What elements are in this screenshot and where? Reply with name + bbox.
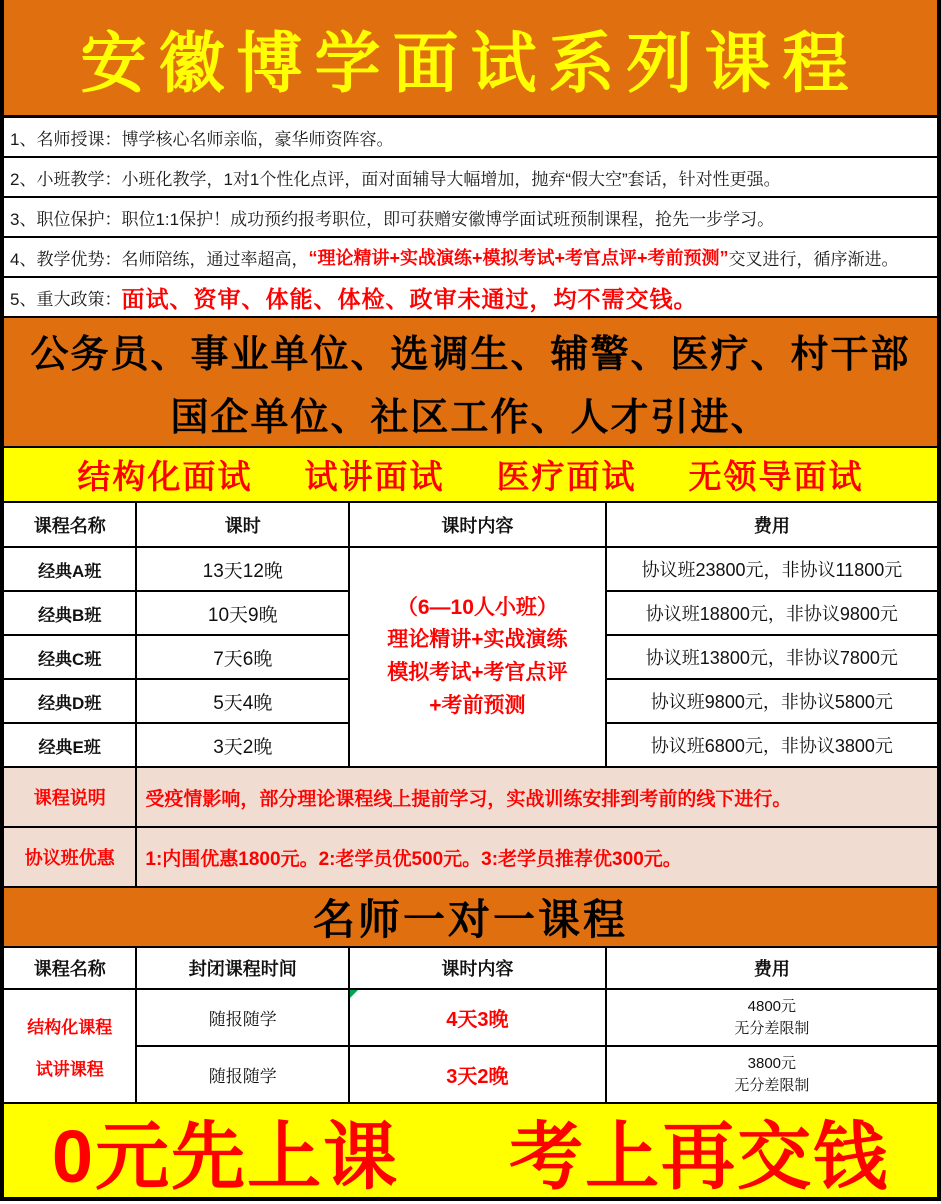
column-header: 封闭课程时间 xyxy=(137,948,350,990)
column-header: 课时内容 xyxy=(350,503,607,548)
course-fee: 协议班13800元，非协议7800元 xyxy=(607,636,937,680)
column-header: 课时内容 xyxy=(350,948,607,990)
footer-slogan-right: 考上再交钱 xyxy=(509,1114,890,1198)
course-name-cell xyxy=(4,990,137,1104)
course-name: 经典D班 xyxy=(4,680,137,724)
course-duration: 10天9晚 xyxy=(137,592,350,636)
audience-banner xyxy=(4,318,937,448)
note-label: 课程说明 xyxy=(4,768,137,828)
one-on-one-table xyxy=(4,948,937,1104)
course-duration: 13天12晚 xyxy=(137,548,350,592)
audience-line-2: 国企单位、社区工作、人才引进、 xyxy=(170,397,771,439)
content-line: 理论精讲+实战演练 xyxy=(387,628,568,652)
feature-item-5 xyxy=(4,278,937,318)
column-header: 费用 xyxy=(607,948,937,990)
title-banner xyxy=(4,0,937,118)
interview-type: 试讲面试 xyxy=(304,458,445,495)
duration-text: 3天2晚 xyxy=(446,1066,509,1088)
interview-type: 医疗面试 xyxy=(496,458,637,495)
fee-condition: 无分差限制 xyxy=(734,1019,810,1037)
course-fee-cell xyxy=(607,1047,937,1104)
cell-comment-marker-icon xyxy=(350,990,358,998)
footer-slogan-left: 0元先上课 xyxy=(51,1114,400,1198)
one-on-one-banner xyxy=(4,888,937,948)
duration-text: 4天3晚 xyxy=(446,1009,509,1031)
feature-item-1 xyxy=(4,118,937,158)
course-duration: 3天2晚 xyxy=(137,724,350,768)
course-name: 结构化课程 xyxy=(27,1017,113,1037)
content-line: （6—10人小班） xyxy=(396,595,558,619)
course-fee: 协议班6800元，非协议3800元 xyxy=(607,724,937,768)
note-content: 受疫情影响，部分理论课程线上提前学习，实战训练安排到考前的线下进行。 xyxy=(137,768,937,828)
course-duration xyxy=(350,990,607,1047)
pricing-table xyxy=(4,503,937,768)
feature-text: 1、名师授课：博学核心名师亲临，豪华师资阵容。 xyxy=(10,129,394,149)
column-header: 课程名称 xyxy=(4,503,137,548)
course-fee-cell xyxy=(607,990,937,1047)
course-name: 试讲课程 xyxy=(35,1059,104,1079)
course-fee: 协议班18800元，非协议9800元 xyxy=(607,592,937,636)
fee-condition: 无分差限制 xyxy=(734,1076,810,1094)
feature-item-2 xyxy=(4,158,937,198)
feature-item-3 xyxy=(4,198,937,238)
note-row-course-description xyxy=(4,768,937,828)
fee-amount: 3800元 xyxy=(747,1054,797,1072)
column-header: 课时 xyxy=(137,503,350,548)
feature-highlight: 面试、资审、体能、体检、政审未通过，均不需交钱。 xyxy=(121,286,698,312)
course-schedule: 随报随学 xyxy=(137,1047,350,1104)
fee-amount: 4800元 xyxy=(747,997,797,1015)
poster-title: 安徽博学面试系列课程 xyxy=(80,28,861,101)
interview-type: 无领导面试 xyxy=(688,458,864,495)
course-duration: 7天6晚 xyxy=(137,636,350,680)
feature-list xyxy=(4,118,937,318)
feature-suffix: 交叉进行，循序渐进。 xyxy=(728,249,899,269)
feature-text: 3、职位保护：职位1:1保护！成功预约报考职位，即可获赠安徽博学面试班预制课程，抢先一步学习。 xyxy=(10,209,775,229)
column-header: 费用 xyxy=(607,503,937,548)
one-on-one-title: 名师一对一课程 xyxy=(312,896,628,943)
footer-slogan-banner xyxy=(4,1104,937,1197)
feature-text: 2、小班教学：小班化教学，1对1个性化点评，面对面辅导大幅增加，抛弃“假大空”套话，针对性更强。 xyxy=(10,169,781,189)
course-duration: 5天4晚 xyxy=(137,680,350,724)
course-content-cell xyxy=(350,548,607,768)
feature-item-4 xyxy=(4,238,937,278)
note-content: 1:内围优惠1800元。2:老学员优500元。3:老学员推荐优300元。 xyxy=(137,828,937,888)
course-name: 经典B班 xyxy=(4,592,137,636)
course-duration xyxy=(350,1047,607,1104)
course-name: 经典C班 xyxy=(4,636,137,680)
course-schedule: 随报随学 xyxy=(137,990,350,1047)
note-row-discount xyxy=(4,828,937,888)
audience-line-1: 公务员、事业单位、选调生、辅警、医疗、村干部 xyxy=(30,334,911,376)
content-line: +考前预测 xyxy=(429,693,526,717)
course-name: 经典A班 xyxy=(4,548,137,592)
feature-text: 5、重大政策： xyxy=(10,289,122,309)
course-fee: 协议班23800元，非协议11800元 xyxy=(607,548,937,592)
note-label: 协议班优惠 xyxy=(4,828,137,888)
course-name: 经典E班 xyxy=(4,724,137,768)
column-header: 课程名称 xyxy=(4,948,137,990)
feature-highlight: “理论精讲+实战演练+模拟考试+考官点评+考前预测” xyxy=(308,248,729,268)
interview-types-strip xyxy=(4,448,937,503)
course-fee: 协议班9800元，非协议5800元 xyxy=(607,680,937,724)
content-line: 模拟考试+考官点评 xyxy=(387,661,568,684)
feature-text: 4、教学优势：名师陪练，通过率超高， xyxy=(10,249,309,269)
interview-type: 结构化面试 xyxy=(77,458,253,495)
